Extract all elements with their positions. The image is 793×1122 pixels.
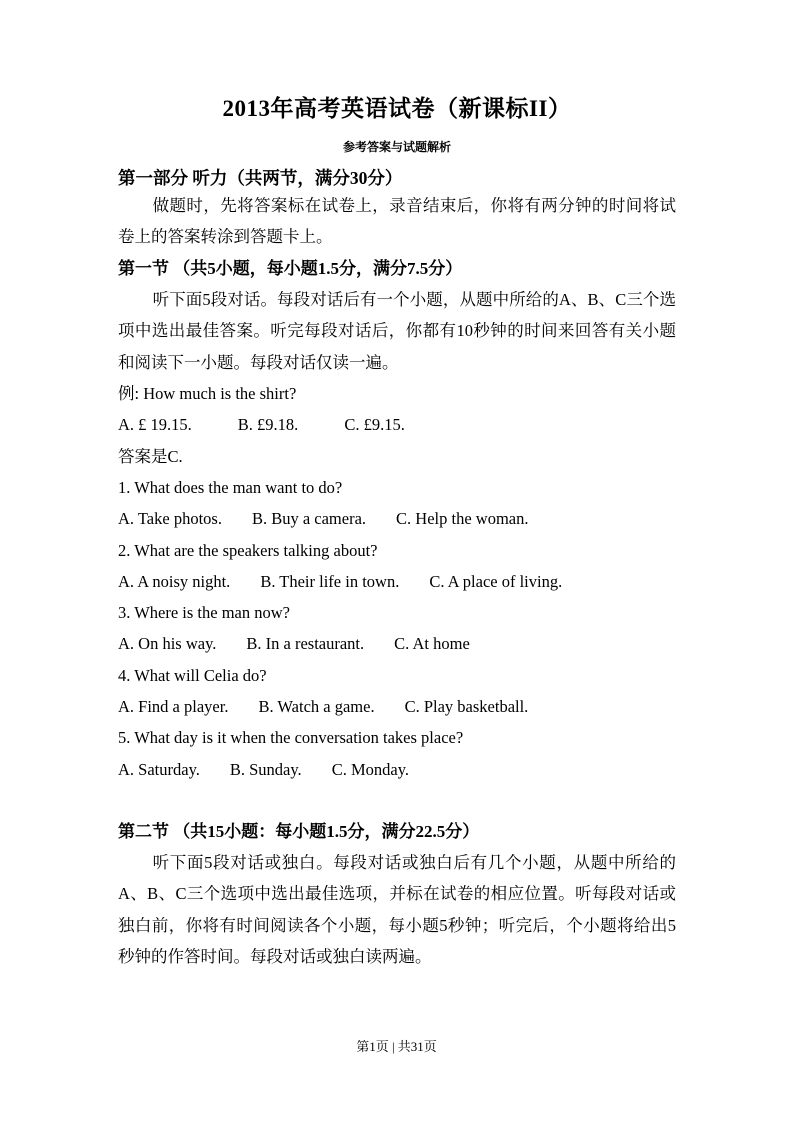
question-3-text: 3. Where is the man now? — [118, 603, 290, 623]
question-2-option-b: B. Their life in town. — [260, 571, 400, 591]
question-1-option-c: C. Help the woman. — [396, 509, 529, 529]
question-2-option-a: A. A noisy night. — [118, 571, 231, 591]
question-3-option-a: A. On his way. — [118, 634, 217, 654]
part1-heading: 第一部分 听力（共两节，满分30分） — [118, 168, 403, 188]
part1-intro: 做题时，先将答案标在试卷上，录音结束后，你将有两分钟的时间将试卷上的答案转涂到答题卡上。 — [118, 196, 676, 247]
section1-heading: 第一节 （共5小题，每小题1.5分，满分7.5分） — [118, 258, 463, 278]
question-2-text: 2. What are the speakers talking about? — [118, 540, 378, 560]
question-5-option-b: B. Sunday. — [229, 759, 302, 779]
question-1-options — [118, 503, 676, 534]
exam-title: 2013年高考英语试卷（新课标II） — [222, 96, 572, 121]
section2-heading: 第二节 （共15小题：每小题1.5分，满分22.5分） — [118, 821, 480, 841]
example-option-c: C. £9.15. — [344, 415, 405, 435]
document-content — [118, 94, 676, 973]
example-options — [118, 409, 676, 440]
question-4-text: 4. What will Celia do? — [118, 665, 267, 685]
section2-instructions: 听下面5段对话或独白。每段对话或独白后有几个小题，从题中所给的A、B、C三个选项中选出最佳选项，并标在试卷的相应位置。听每段对话或独白前，你将有时间阅读各个小题，每小题5秒钟；听完后，个小题将给出5秒钟的作答时间。每段对话或独白读两遍。 — [118, 852, 676, 967]
question-4-options — [118, 691, 676, 722]
question-5-option-c: C. Monday. — [331, 759, 409, 779]
question-4-option-b: B. Watch a game. — [258, 697, 375, 716]
question-4-option-c: C. Play basketball. — [404, 697, 529, 716]
question-1-text: 1. What does the man want to do? — [118, 477, 343, 497]
example-option-a: A. £ 19.15. — [118, 415, 192, 435]
question-5-option-a: A. Saturday. — [118, 759, 200, 779]
question-5-text: 5. What day is it when the conversation takes place? — [118, 728, 464, 748]
example-question: 例: How much is the shirt? — [118, 384, 297, 404]
example-answer: 答案是C. — [118, 446, 183, 466]
example-option-b: B. £9.18. — [237, 415, 299, 435]
exam-subtitle: 参考答案与试题解析 — [342, 140, 451, 154]
section1-instructions: 听下面5段对话。每段对话后有一个小题，从题中所给的A、B、C三个选项中选出最佳答案。听完每段对话后，你都有10秒钟的时间来回答有关小题和阅读下一小题。每段对话仅读一遍。 — [118, 289, 676, 372]
question-3-options — [118, 628, 676, 659]
question-1-option-b: B. Buy a camera. — [251, 509, 367, 529]
page-footer: 第1页 | 共31页 — [356, 1039, 437, 1054]
question-3-option-c: C. At home — [394, 634, 470, 654]
question-2-options — [118, 566, 676, 597]
question-5-options — [118, 754, 676, 785]
question-3-option-b: B. In a restaurant. — [246, 634, 365, 654]
question-2-option-c: C. A place of living. — [429, 571, 563, 591]
question-4-option-a: A. Find a player. — [118, 697, 229, 716]
question-1-option-a: A. Take photos. — [118, 509, 222, 529]
